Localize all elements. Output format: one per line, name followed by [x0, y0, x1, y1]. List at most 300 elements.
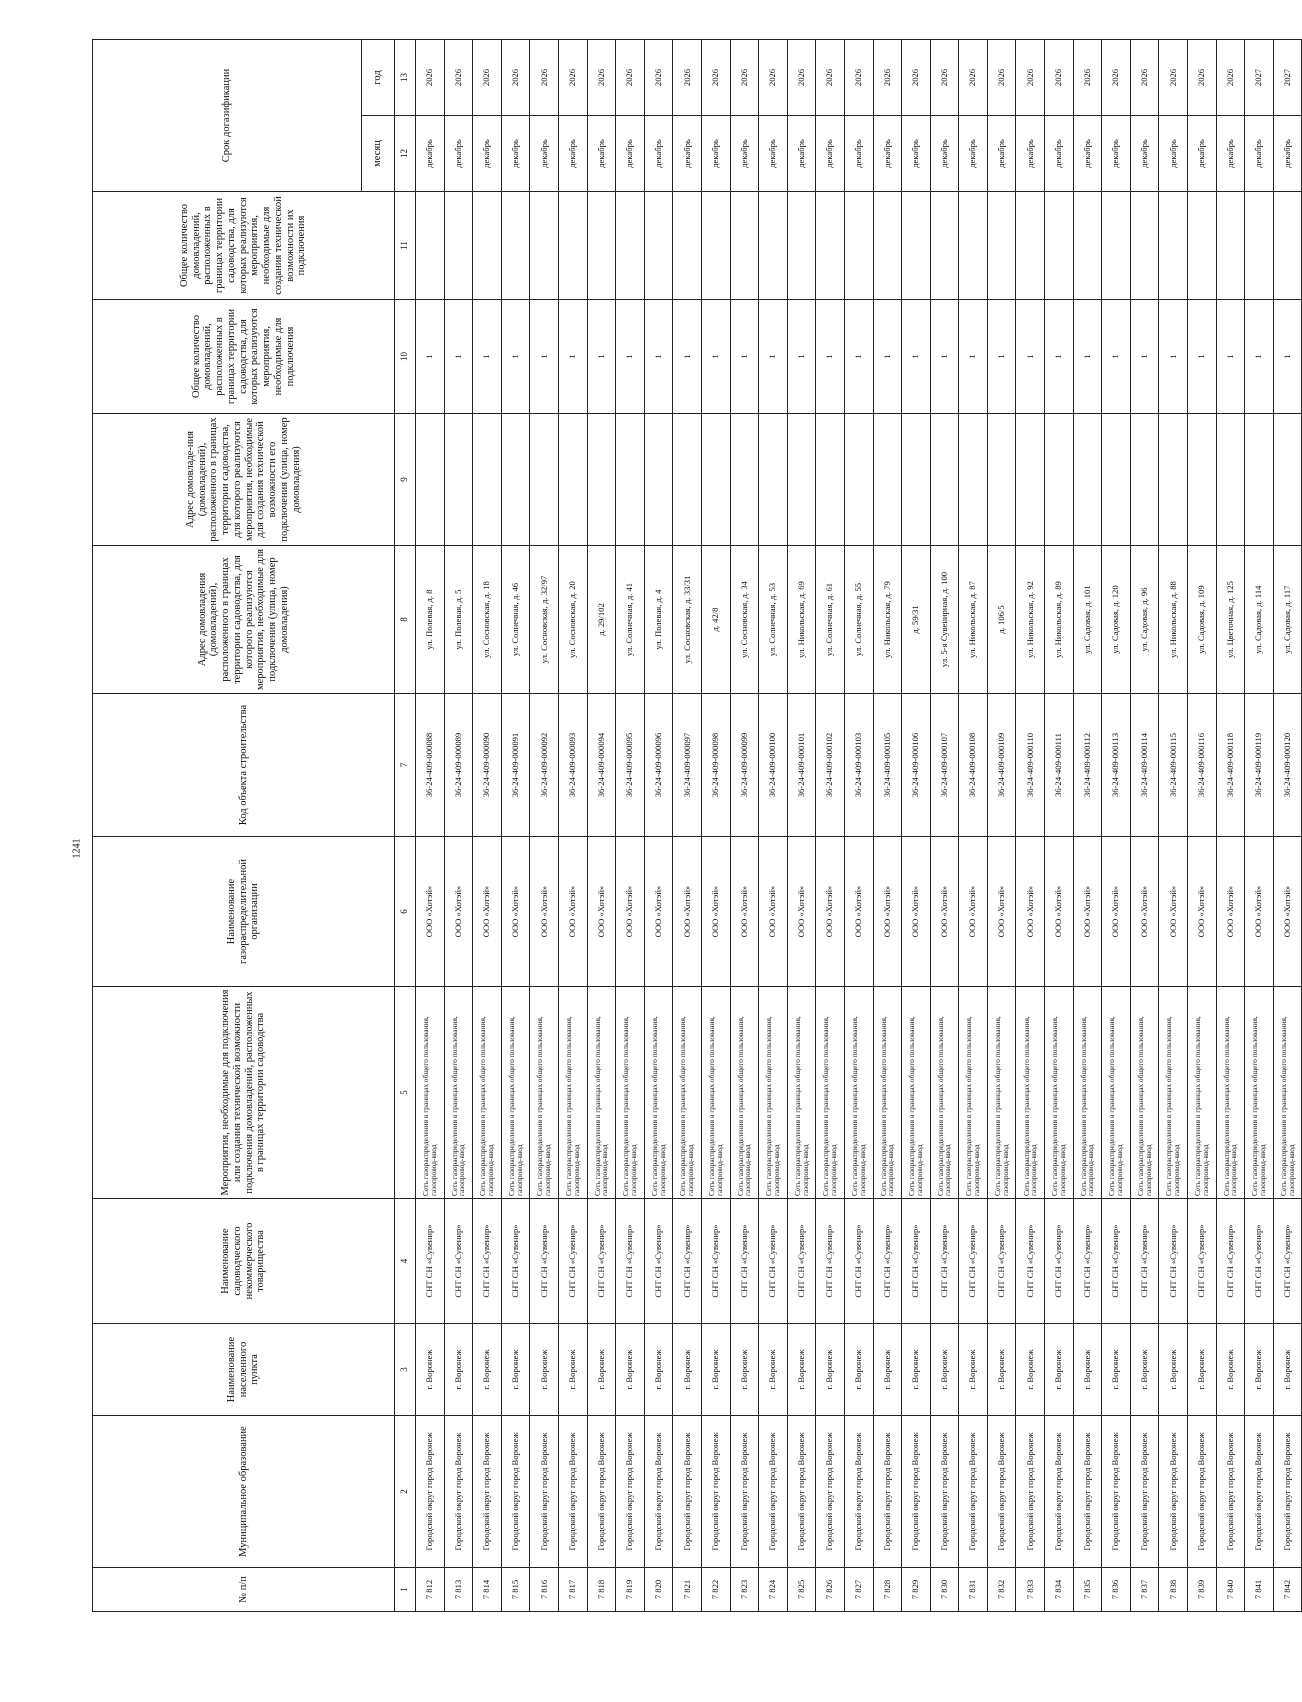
settlement-cell: г. Воронеж	[1159, 1324, 1188, 1416]
month-cell: декабрь	[730, 116, 759, 192]
table-row	[416, 39, 445, 1611]
measures-cell: Сеть газораспределения в границах общего пользования, газопровод-ввод	[558, 987, 587, 1199]
count-connection-cell: 1	[616, 300, 645, 414]
settlement-cell: г. Воронеж	[1073, 1324, 1102, 1416]
row-number: 7 829	[902, 1568, 931, 1612]
row-number: 7 837	[1130, 1568, 1159, 1612]
month-cell: декабрь	[673, 116, 702, 192]
year-cell: 2026	[987, 39, 1016, 115]
address-cell: ул. Солнечная, д. 46	[501, 546, 530, 694]
address-cell: ул. Сосновская, д. 32/97	[530, 546, 559, 694]
table-row	[616, 39, 645, 1611]
gas-org-cell: ООО «Хотэй»	[930, 837, 959, 987]
address-capability-cell	[959, 414, 988, 546]
count-connection-cell: 1	[530, 300, 559, 414]
settlement-cell: г. Воронеж	[558, 1324, 587, 1416]
address-cell: ул. Садовая, д. 120	[1102, 546, 1131, 694]
snt-cell: СНТ СН «Сувенир»	[644, 1199, 673, 1324]
count-capability-cell	[844, 192, 873, 300]
municipality-cell: Городской округ город Воронеж	[530, 1416, 559, 1568]
row-number: 7 818	[587, 1568, 616, 1612]
address-capability-cell	[501, 414, 530, 546]
settlement-cell: г. Воронеж	[1130, 1324, 1159, 1416]
count-connection-cell: 1	[558, 300, 587, 414]
snt-cell: СНТ СН «Сувенир»	[1245, 1199, 1274, 1324]
count-capability-cell	[1188, 192, 1217, 300]
year-cell: 2026	[902, 39, 931, 115]
count-capability-cell	[473, 192, 502, 300]
address-cell: ул. Никольская, д. 89	[1045, 546, 1074, 694]
snt-cell: СНТ СН «Сувенир»	[816, 1199, 845, 1324]
address-cell: ул. Солнечная, д. 41	[616, 546, 645, 694]
table-row	[1273, 39, 1302, 1611]
gas-org-cell: ООО «Хотэй»	[1045, 837, 1074, 987]
object-code-cell: 36-24-409-000113	[1102, 694, 1131, 837]
month-cell: декабрь	[616, 116, 645, 192]
snt-cell: СНТ СН «Сувенир»	[473, 1199, 502, 1324]
count-capability-cell	[530, 192, 559, 300]
object-code-cell: 36-24-409-000088	[416, 694, 445, 837]
count-connection-cell: 1	[473, 300, 502, 414]
table-row	[530, 39, 559, 1611]
count-connection-cell: 1	[1188, 300, 1217, 414]
count-capability-cell	[873, 192, 902, 300]
measures-cell: Сеть газораспределения в границах общего пользования, газопровод-ввод	[902, 987, 931, 1199]
measures-cell: Сеть газораспределения в границах общего пользования, газопровод-ввод	[644, 987, 673, 1199]
gas-org-cell: ООО «Хотэй»	[730, 837, 759, 987]
year-cell: 2026	[644, 39, 673, 115]
table-body	[416, 39, 1302, 1611]
row-number: 7 832	[987, 1568, 1016, 1612]
measures-cell: Сеть газораспределения в границах общего пользования, газопровод-ввод	[844, 987, 873, 1199]
address-cell: ул. Солнечная, д. 61	[816, 546, 845, 694]
settlement-cell: г. Воронеж	[816, 1324, 845, 1416]
settlement-cell: г. Воронеж	[730, 1324, 759, 1416]
settlement-cell: г. Воронеж	[473, 1324, 502, 1416]
page-number: 1241	[71, 838, 83, 859]
gas-org-cell: ООО «Хотэй»	[759, 837, 788, 987]
address-capability-cell	[1102, 414, 1131, 546]
month-cell: декабрь	[1073, 116, 1102, 192]
settlement-cell: г. Воронеж	[501, 1324, 530, 1416]
count-connection-cell: 1	[987, 300, 1016, 414]
address-capability-cell	[873, 414, 902, 546]
count-connection-cell: 1	[1102, 300, 1131, 414]
settlement-cell: г. Воронеж	[759, 1324, 788, 1416]
municipality-cell: Городской округ город Воронеж	[1188, 1416, 1217, 1568]
measures-cell: Сеть газораспределения в границах общего пользования, газопровод-ввод	[1045, 987, 1074, 1199]
snt-cell: СНТ СН «Сувенир»	[587, 1199, 616, 1324]
count-capability-cell	[759, 192, 788, 300]
measures-cell: Сеть газораспределения в границах общего пользования, газопровод-ввод	[587, 987, 616, 1199]
table-row	[873, 39, 902, 1611]
gas-org-cell: ООО «Хотэй»	[987, 837, 1016, 987]
settlement-cell: г. Воронеж	[416, 1324, 445, 1416]
measures-cell: Сеть газораспределения в границах общего пользования, газопровод-ввод	[730, 987, 759, 1199]
count-capability-cell	[730, 192, 759, 300]
column-number: 3	[395, 1324, 416, 1416]
count-connection-cell: 1	[644, 300, 673, 414]
header-deadline: Срок догазификации	[93, 39, 362, 191]
count-connection-cell: 1	[844, 300, 873, 414]
gas-org-cell: ООО «Хотэй»	[1216, 837, 1245, 987]
count-capability-cell	[1016, 192, 1045, 300]
count-capability-cell	[416, 192, 445, 300]
municipality-cell: Городской округ город Воронеж	[930, 1416, 959, 1568]
year-cell: 2026	[730, 39, 759, 115]
month-cell: декабрь	[873, 116, 902, 192]
row-number: 7 842	[1273, 1568, 1302, 1612]
month-cell: декабрь	[501, 116, 530, 192]
address-cell: ул. Сосновская, д. 20	[558, 546, 587, 694]
table-row	[1159, 39, 1188, 1611]
month-cell: декабрь	[1188, 116, 1217, 192]
row-number: 7 839	[1188, 1568, 1217, 1612]
object-code-cell: 36-24-409-000111	[1045, 694, 1074, 837]
column-number: 12	[395, 116, 416, 192]
address-capability-cell	[587, 414, 616, 546]
settlement-cell: г. Воронеж	[1102, 1324, 1131, 1416]
settlement-cell: г. Воронеж	[930, 1324, 959, 1416]
count-capability-cell	[1073, 192, 1102, 300]
row-number: 7 813	[444, 1568, 473, 1612]
count-capability-cell	[444, 192, 473, 300]
address-capability-cell	[444, 414, 473, 546]
count-connection-cell: 1	[959, 300, 988, 414]
address-capability-cell	[673, 414, 702, 546]
table-row	[1045, 39, 1074, 1611]
address-cell: ул. Никольская, д. 79	[873, 546, 902, 694]
snt-cell: СНТ СН «Сувенир»	[1016, 1199, 1045, 1324]
municipality-cell: Городской округ город Воронеж	[959, 1416, 988, 1568]
row-number: 7 816	[530, 1568, 559, 1612]
gas-org-cell: ООО «Хотэй»	[1273, 837, 1302, 987]
measures-cell: Сеть газораспределения в границах общего пользования, газопровод-ввод	[1216, 987, 1245, 1199]
column-number: 8	[395, 546, 416, 694]
table-row	[816, 39, 845, 1611]
object-code-cell: 36-24-409-000092	[530, 694, 559, 837]
address-capability-cell	[701, 414, 730, 546]
month-cell: декабрь	[902, 116, 931, 192]
month-cell: декабрь	[1216, 116, 1245, 192]
count-capability-cell	[930, 192, 959, 300]
table-row	[1245, 39, 1274, 1611]
address-cell: ул. Никольская, д. 87	[959, 546, 988, 694]
table-row	[1102, 39, 1131, 1611]
municipality-cell: Городской округ город Воронеж	[1130, 1416, 1159, 1568]
object-code-cell: 36-24-409-000099	[730, 694, 759, 837]
address-cell: д. 59/31	[902, 546, 931, 694]
measures-cell: Сеть газораспределения в границах общего пользования, газопровод-ввод	[473, 987, 502, 1199]
count-connection-cell: 1	[1216, 300, 1245, 414]
address-capability-cell	[416, 414, 445, 546]
row-number: 7 828	[873, 1568, 902, 1612]
row-number: 7 836	[1102, 1568, 1131, 1612]
snt-cell: СНТ СН «Сувенир»	[616, 1199, 645, 1324]
snt-cell: СНТ СН «Сувенир»	[959, 1199, 988, 1324]
table-row	[787, 39, 816, 1611]
column-number: 11	[395, 192, 416, 300]
row-number: 7 814	[473, 1568, 502, 1612]
snt-cell: СНТ СН «Сувенир»	[1159, 1199, 1188, 1324]
address-capability-cell	[616, 414, 645, 546]
header-municipality: Муниципальное образование	[93, 1416, 395, 1568]
year-cell: 2026	[1016, 39, 1045, 115]
table-row	[1016, 39, 1045, 1611]
month-cell: декабрь	[1159, 116, 1188, 192]
header-month: месяц	[362, 116, 395, 192]
object-code-cell: 36-24-409-000095	[616, 694, 645, 837]
count-capability-cell	[1045, 192, 1074, 300]
measures-cell: Сеть газораспределения в границах общего пользования, газопровод-ввод	[987, 987, 1016, 1199]
municipality-cell: Городской округ город Воронеж	[673, 1416, 702, 1568]
measures-cell: Сеть газораспределения в границах общего пользования, газопровод-ввод	[816, 987, 845, 1199]
address-cell: ул. Цветочная, д. 125	[1216, 546, 1245, 694]
gas-org-cell: ООО «Хотэй»	[701, 837, 730, 987]
header-count-connection: Общее количество домовладений, расположенных в границах территории садоводства, для которых реализуются мероприятия, необходимые для подключения	[93, 300, 395, 414]
year-cell: 2026	[673, 39, 702, 115]
year-cell: 2026	[444, 39, 473, 115]
year-cell: 2026	[701, 39, 730, 115]
object-code-cell: 36-24-409-000115	[1159, 694, 1188, 837]
table-row	[444, 39, 473, 1611]
column-number-row	[395, 39, 416, 1611]
year-cell: 2026	[816, 39, 845, 115]
row-number: 7 824	[759, 1568, 788, 1612]
address-cell: д. 106/5	[987, 546, 1016, 694]
count-connection-cell: 1	[787, 300, 816, 414]
address-cell: ул. Сосновская, д. 34	[730, 546, 759, 694]
row-number: 7 812	[416, 1568, 445, 1612]
month-cell: декабрь	[1102, 116, 1131, 192]
municipality-cell: Городской округ город Воронеж	[1073, 1416, 1102, 1568]
measures-cell: Сеть газораспределения в границах общего пользования, газопровод-ввод	[1073, 987, 1102, 1199]
table-row	[1130, 39, 1159, 1611]
address-cell: ул. Никольская, д. 88	[1159, 546, 1188, 694]
header-num: № п/п	[93, 1568, 395, 1612]
year-cell: 2026	[1073, 39, 1102, 115]
month-cell: декабрь	[416, 116, 445, 192]
settlement-cell: г. Воронеж	[644, 1324, 673, 1416]
measures-cell: Сеть газораспределения в границах общего пользования, газопровод-ввод	[1159, 987, 1188, 1199]
address-cell: ул. Садовая, д. 109	[1188, 546, 1217, 694]
object-code-cell: 36-24-409-000116	[1188, 694, 1217, 837]
year-cell: 2026	[587, 39, 616, 115]
settlement-cell: г. Воронеж	[1273, 1324, 1302, 1416]
object-code-cell: 36-24-409-000120	[1273, 694, 1302, 837]
measures-cell: Сеть газораспределения в границах общего пользования, газопровод-ввод	[1016, 987, 1045, 1199]
municipality-cell: Городской округ город Воронеж	[701, 1416, 730, 1568]
count-capability-cell	[558, 192, 587, 300]
measures-cell: Сеть газораспределения в границах общего пользования, газопровод-ввод	[530, 987, 559, 1199]
address-cell: ул. Никольская, д. 92	[1016, 546, 1045, 694]
table-row	[930, 39, 959, 1611]
gas-org-cell: ООО «Хотэй»	[1102, 837, 1131, 987]
gas-org-cell: ООО «Хотэй»	[444, 837, 473, 987]
month-cell: декабрь	[444, 116, 473, 192]
table-row	[730, 39, 759, 1611]
settlement-cell: г. Воронеж	[987, 1324, 1016, 1416]
table-row	[1188, 39, 1217, 1611]
snt-cell: СНТ СН «Сувенир»	[844, 1199, 873, 1324]
snt-cell: СНТ СН «Сувенир»	[501, 1199, 530, 1324]
snt-cell: СНТ СН «Сувенир»	[930, 1199, 959, 1324]
measures-cell: Сеть газораспределения в границах общего пользования, газопровод-ввод	[1130, 987, 1159, 1199]
year-cell: 2026	[759, 39, 788, 115]
gas-org-cell: ООО «Хотэй»	[1159, 837, 1188, 987]
count-connection-cell: 1	[902, 300, 931, 414]
municipality-cell: Городской округ город Воронеж	[1016, 1416, 1045, 1568]
year-cell: 2026	[1159, 39, 1188, 115]
column-number: 9	[395, 414, 416, 546]
measures-cell: Сеть газораспределения в границах общего пользования, газопровод-ввод	[759, 987, 788, 1199]
gas-org-cell: ООО «Хотэй»	[673, 837, 702, 987]
gas-org-cell: ООО «Хотэй»	[1073, 837, 1102, 987]
count-connection-cell: 1	[873, 300, 902, 414]
object-code-cell: 36-24-409-000094	[587, 694, 616, 837]
object-code-cell: 36-24-409-000101	[787, 694, 816, 837]
row-number: 7 835	[1073, 1568, 1102, 1612]
address-capability-cell	[1073, 414, 1102, 546]
object-code-cell: 36-24-409-000097	[673, 694, 702, 837]
row-number: 7 825	[787, 1568, 816, 1612]
snt-cell: СНТ СН «Сувенир»	[701, 1199, 730, 1324]
count-capability-cell	[816, 192, 845, 300]
column-number: 7	[395, 694, 416, 837]
table-row	[902, 39, 931, 1611]
measures-cell: Сеть газораспределения в границах общего пользования, газопровод-ввод	[1188, 987, 1217, 1199]
month-cell: декабрь	[473, 116, 502, 192]
address-cell: ул. 5-я Сувенирная, д. 100	[930, 546, 959, 694]
settlement-cell: г. Воронеж	[787, 1324, 816, 1416]
municipality-cell: Городской округ город Воронеж	[501, 1416, 530, 1568]
measures-cell: Сеть газораспределения в границах общего пользования, газопровод-ввод	[959, 987, 988, 1199]
address-capability-cell	[644, 414, 673, 546]
count-connection-cell: 1	[1130, 300, 1159, 414]
object-code-cell: 36-24-409-000103	[844, 694, 873, 837]
snt-cell: СНТ СН «Сувенир»	[1130, 1199, 1159, 1324]
count-capability-cell	[1159, 192, 1188, 300]
address-capability-cell	[530, 414, 559, 546]
gasification-table-sheet	[92, 40, 1296, 1612]
settlement-cell: г. Воронеж	[673, 1324, 702, 1416]
snt-cell: СНТ СН «Сувенир»	[673, 1199, 702, 1324]
gas-org-cell: ООО «Хотэй»	[473, 837, 502, 987]
gas-org-cell: ООО «Хотэй»	[587, 837, 616, 987]
object-code-cell: 36-24-409-000096	[644, 694, 673, 837]
gas-org-cell: ООО «Хотэй»	[902, 837, 931, 987]
gas-org-cell: ООО «Хотэй»	[959, 837, 988, 987]
municipality-cell: Городской округ город Воронеж	[444, 1416, 473, 1568]
object-code-cell: 36-24-409-000105	[873, 694, 902, 837]
address-capability-cell	[1016, 414, 1045, 546]
object-code-cell: 36-24-409-000091	[501, 694, 530, 837]
measures-cell: Сеть газораспределения в границах общего пользования, газопровод-ввод	[416, 987, 445, 1199]
count-capability-cell	[587, 192, 616, 300]
header-object-code: Код объекта строительства	[93, 694, 395, 837]
table-row	[473, 39, 502, 1611]
municipality-cell: Городской округ город Воронеж	[558, 1416, 587, 1568]
year-cell: 2026	[930, 39, 959, 115]
address-cell: д. 29/102	[587, 546, 616, 694]
gas-org-cell: ООО «Хотэй»	[1188, 837, 1217, 987]
settlement-cell: г. Воронеж	[587, 1324, 616, 1416]
settlement-cell: г. Воронеж	[1188, 1324, 1217, 1416]
municipality-cell: Городской округ город Воронеж	[759, 1416, 788, 1568]
header-measures: Мероприятия, необходимые для подключения или создания технической возможности подключения домовладений, расположенных в границах территории садоводства	[93, 987, 395, 1199]
count-capability-cell	[1216, 192, 1245, 300]
header-year: год	[362, 39, 395, 115]
year-cell: 2026	[616, 39, 645, 115]
snt-cell: СНТ СН «Сувенир»	[987, 1199, 1016, 1324]
address-capability-cell	[930, 414, 959, 546]
gas-org-cell: ООО «Хотэй»	[558, 837, 587, 987]
address-cell: ул. Никольская, д. 69	[787, 546, 816, 694]
address-capability-cell	[816, 414, 845, 546]
count-capability-cell	[787, 192, 816, 300]
measures-cell: Сеть газораспределения в границах общего пользования, газопровод-ввод	[1273, 987, 1302, 1199]
snt-cell: СНТ СН «Сувенир»	[1073, 1199, 1102, 1324]
count-capability-cell	[1273, 192, 1302, 300]
gas-org-cell: ООО «Хотэй»	[1016, 837, 1045, 987]
row-number: 7 838	[1159, 1568, 1188, 1612]
snt-cell: СНТ СН «Сувенир»	[873, 1199, 902, 1324]
count-connection-cell: 1	[673, 300, 702, 414]
row-number: 7 817	[558, 1568, 587, 1612]
month-cell: декабрь	[759, 116, 788, 192]
year-cell: 2026	[501, 39, 530, 115]
address-cell: д. 42/8	[701, 546, 730, 694]
year-cell: 2026	[416, 39, 445, 115]
year-cell: 2026	[1188, 39, 1217, 115]
gas-org-cell: ООО «Хотэй»	[501, 837, 530, 987]
table-row	[673, 39, 702, 1611]
header-gas-org: Наименование газораспределительной организации	[93, 837, 395, 987]
column-number: 5	[395, 987, 416, 1199]
table-header	[93, 39, 416, 1611]
table-row	[959, 39, 988, 1611]
month-cell: декабрь	[701, 116, 730, 192]
address-cell: ул. Полевая, д. 8	[416, 546, 445, 694]
count-capability-cell	[616, 192, 645, 300]
address-cell: ул. Садовая, д. 101	[1073, 546, 1102, 694]
row-number: 7 822	[701, 1568, 730, 1612]
object-code-cell: 36-24-409-000109	[987, 694, 1016, 837]
municipality-cell: Городской округ город Воронеж	[416, 1416, 445, 1568]
gas-org-cell: ООО «Хотэй»	[844, 837, 873, 987]
gas-org-cell: ООО «Хотэй»	[873, 837, 902, 987]
settlement-cell: г. Воронеж	[1245, 1324, 1274, 1416]
count-connection-cell: 1	[1159, 300, 1188, 414]
address-cell: ул. Солнечная, д. 53	[759, 546, 788, 694]
object-code-cell: 36-24-409-000112	[1073, 694, 1102, 837]
municipality-cell: Городской округ город Воронеж	[816, 1416, 845, 1568]
settlement-cell: г. Воронеж	[844, 1324, 873, 1416]
snt-cell: СНТ СН «Сувенир»	[902, 1199, 931, 1324]
gas-org-cell: ООО «Хотэй»	[1130, 837, 1159, 987]
object-code-cell: 36-24-409-000118	[1216, 694, 1245, 837]
address-cell: ул. Сосновская, д. 33/31	[673, 546, 702, 694]
municipality-cell: Городской округ город Воронеж	[1159, 1416, 1188, 1568]
address-capability-cell	[1216, 414, 1245, 546]
year-cell: 2027	[1245, 39, 1274, 115]
settlement-cell: г. Воронеж	[701, 1324, 730, 1416]
gas-org-cell: ООО «Хотэй»	[530, 837, 559, 987]
object-code-cell: 36-24-409-000100	[759, 694, 788, 837]
count-capability-cell	[701, 192, 730, 300]
year-cell: 2026	[1045, 39, 1074, 115]
row-number: 7 830	[930, 1568, 959, 1612]
